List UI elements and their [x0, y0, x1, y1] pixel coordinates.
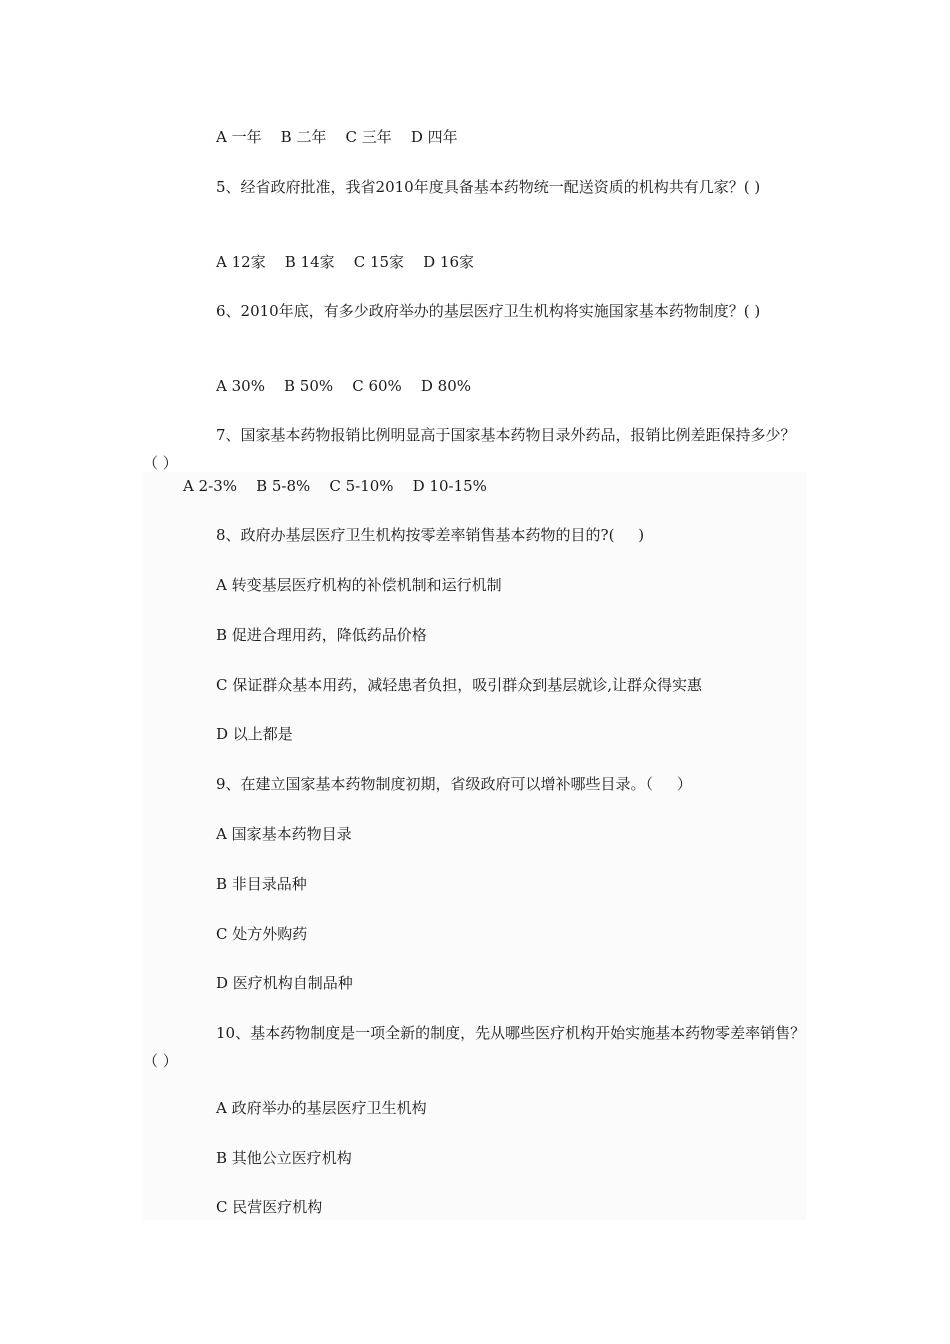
- q9-question: 9、在建立国家基本药物制度初期，省级政府可以增补哪些目录。（ ）: [216, 775, 692, 793]
- q9-option-a: A 国家基本药物目录: [216, 825, 352, 843]
- q9-option-c: C 处方外购药: [216, 925, 308, 943]
- q10-option-b: B 其他公立医疗机构: [216, 1149, 352, 1167]
- q9-option-b: B 非目录品种: [216, 875, 307, 893]
- q8-option-c: C 保证群众基本用药，减轻患者负担，吸引群众到基层就诊,让群众得实惠: [216, 676, 703, 694]
- q4-options: A 一年 B 二年 C 三年 D 四年: [216, 128, 458, 146]
- q8-option-d: D 以上都是: [216, 725, 293, 743]
- q10-question: 10、基本药物制度是一项全新的制度，先从哪些医疗机构开始实施基本药物零差率销售？（ ）: [143, 1024, 806, 1070]
- q6-options: A 30% B 50% C 60% D 80%: [216, 377, 472, 395]
- q5-question: 5、经省政府批准，我省2010年度具备基本药物统一配送资质的机构共有几家？( ): [216, 178, 761, 196]
- q10-option-a: A 政府举办的基层医疗卫生机构: [216, 1099, 427, 1117]
- q8-question: 8、政府办基层医疗卫生机构按零差率销售基本药物的目的?( ): [216, 526, 645, 544]
- q7-question: 7、国家基本药物报销比例明显高于国家基本药物目录外药品，报销比例差距保持多少？（ ）: [143, 426, 796, 472]
- q6-question: 6、2010年底，有多少政府举办的基层医疗卫生机构将实施国家基本药物制度？( ): [216, 302, 761, 320]
- q5-options: A 12家 B 14家 C 15家 D 16家: [216, 253, 474, 271]
- q8-option-b: B 促进合理用药，降低药品价格: [216, 626, 427, 644]
- q10-option-c: C 民营医疗机构: [216, 1198, 323, 1216]
- q7-options: A 2-3% B 5-8% C 5-10% D 10-15%: [183, 477, 487, 495]
- q8-option-a: A 转变基层医疗机构的补偿机制和运行机制: [216, 576, 502, 594]
- q9-option-d: D 医疗机构自制品种: [216, 974, 353, 992]
